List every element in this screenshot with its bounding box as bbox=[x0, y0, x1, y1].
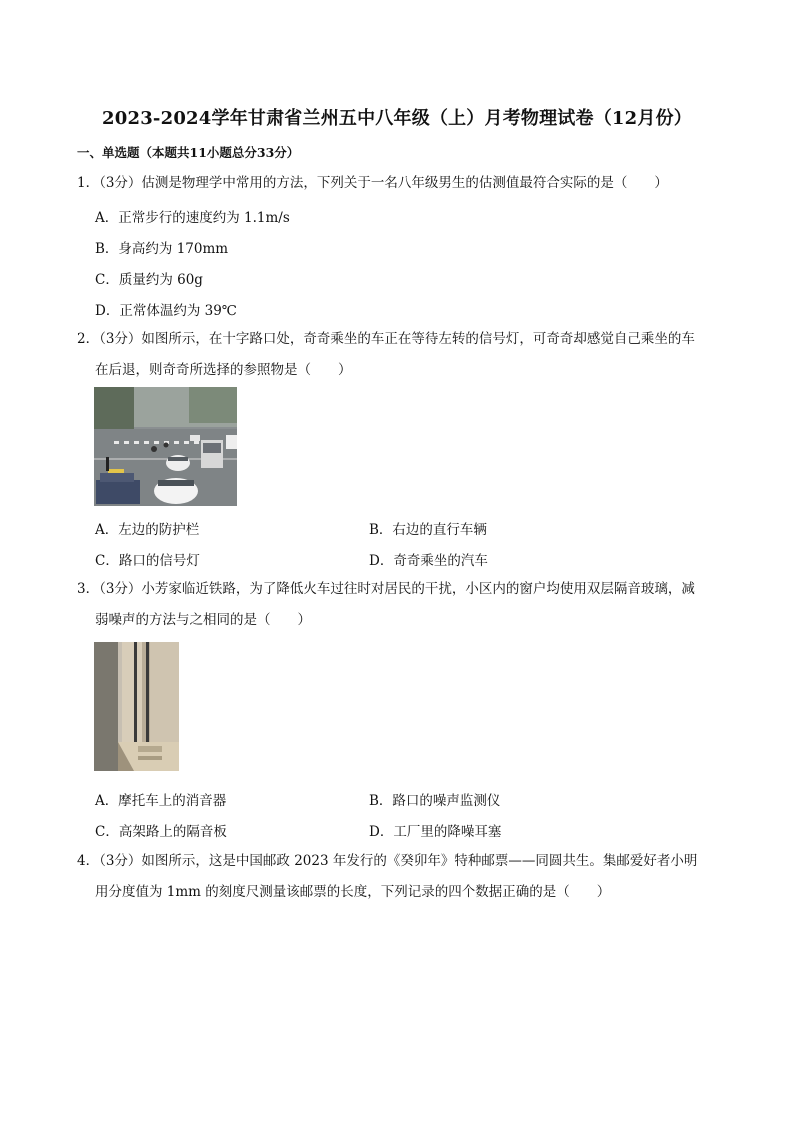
question-4-stem-line2: 用分度值为 1mm 的刻度尺测量该邮票的长度，下列记录的四个数据正确的是（ ） bbox=[95, 884, 611, 900]
q2-option-a: A．左边的防护栏 bbox=[95, 522, 200, 538]
q3-option-a: A．摩托车上的消音器 bbox=[95, 793, 227, 809]
question-4-stem-line1: 4．（3分）如图所示，这是中国邮政 2023 年发行的《癸卯年》特种邮票——同圆共生。集邮爱好者小明 bbox=[77, 853, 698, 869]
question-3-stem-line1: 3．（3分）小芳家临近铁路，为了降低火车过往时对居民的干扰，小区内的窗户均使用双层隔音玻璃，减 bbox=[77, 581, 695, 597]
q2-option-d: D．奇奇乘坐的汽车 bbox=[369, 553, 488, 569]
q1-option-a: A．正常步行的速度约为 1.1m/s bbox=[95, 210, 290, 226]
question-2-stem-line2: 在后退，则奇奇所选择的参照物是（ ） bbox=[95, 362, 352, 378]
q1-option-c: C．质量约为 60g bbox=[95, 272, 203, 288]
q3-option-d: D．工厂里的降噪耳塞 bbox=[369, 824, 502, 840]
q3-option-b: B．路口的噪声监测仪 bbox=[369, 793, 501, 809]
exam-title: 2023-2024学年甘肃省兰州五中八年级（上）月考物理试卷（12月份） bbox=[102, 108, 692, 129]
q2-option-b: B．右边的直行车辆 bbox=[369, 522, 487, 538]
q2-option-c: C．路口的信号灯 bbox=[95, 553, 200, 569]
q1-option-b: B．身高约为 170mm bbox=[95, 241, 229, 257]
question-1-stem: 1．（3分）估测是物理学中常用的方法，下列关于一名八年级男生的估测值最符合实际的是（ ） bbox=[77, 175, 668, 191]
intersection-photo bbox=[94, 387, 237, 506]
q3-option-c: C．高架路上的隔音板 bbox=[95, 824, 227, 840]
question-2-stem-line1: 2．（3分）如图所示，在十字路口处，奇奇乘坐的车正在等待左转的信号灯，可奇奇却感觉自己乘坐的车 bbox=[77, 331, 695, 347]
section-heading: 一、单选题（本题共11小题总分33分） bbox=[77, 145, 300, 160]
question-3-stem-line2: 弱噪声的方法与之相同的是（ ） bbox=[95, 612, 311, 628]
double-glazed-window-photo bbox=[94, 642, 179, 771]
q1-option-d: D．正常体温约为 39℃ bbox=[95, 303, 237, 319]
